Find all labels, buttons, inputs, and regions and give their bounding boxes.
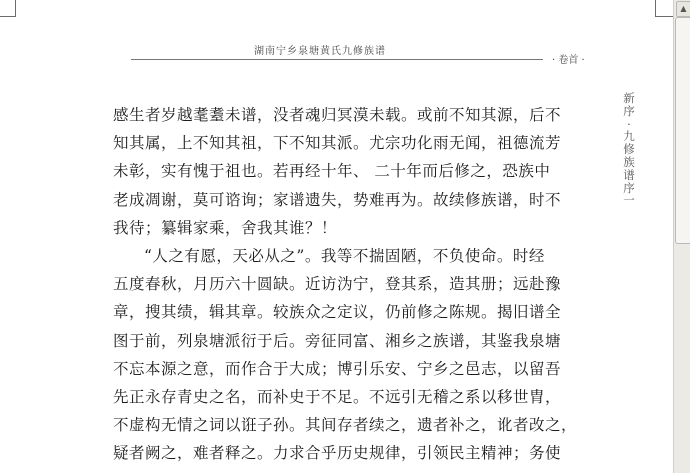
side-section-tab: 新序 · 九修族谱序一: [623, 91, 635, 208]
crop-mark-top-right: [655, 16, 673, 17]
vertical-scrollbar[interactable]: [673, 0, 690, 473]
text-line: 不虚构无情之词以诳子孙。其间存者续之，遗者补之，讹者改之，: [113, 416, 578, 435]
running-header-title: 湖南宁乡泉塘黄氏九修族谱: [254, 46, 386, 57]
scrollbar-thumb[interactable]: [675, 17, 690, 244]
text-line: 先正永存青史之名，而补史于不足。不远引无稽之系以移世胄，: [113, 387, 562, 406]
header-rule: [131, 59, 543, 60]
text-line: 五度春秋，月历六十圆缺。近访沩宁，登其系，造其册；远赴豫: [113, 275, 562, 294]
text-line: 老成凋谢，莫可谘询；家谱遗失，势难再为。故续修族谱，时不: [113, 190, 562, 209]
text-line: 知其属，上不知其祖，下不知其派。尤宗功化雨无闻，祖德流芳: [113, 134, 562, 153]
text-line: “人之有愿，天必从之”。我等不揣固陋，不负使命。时经: [144, 246, 545, 265]
text-line: 章，搜其绩，辑其章。较族众之定议，仍前修之陈规。揭旧谱全: [113, 303, 562, 322]
crop-mark-top-left: [0, 16, 16, 17]
text-line: 不忘本源之意，而作合于大成；博引乐安、宁乡之邑志，以留吾: [113, 359, 562, 378]
text-line: 图于前，列泉塘派衍于后。旁征同富、湘乡之族谱，其鉴我泉塘: [113, 331, 562, 350]
text-line: 未彰，实有愧于祖也。若再经十年、 二十年而后修之，恐族中: [113, 162, 551, 181]
crop-mark-top-left: [15, 0, 16, 17]
body-text: [113, 101, 583, 467]
scroll-up-icon[interactable]: ▲: [676, 1, 690, 17]
text-line: 我待；纂辑家乘，舍我其谁？！: [113, 218, 338, 237]
crop-mark-top-right: [655, 0, 656, 17]
text-line: 感生者岁越耄耋未谱，没者魂归冥漠未载。或前不知其源，后不: [113, 106, 562, 124]
text-line: 疑者阙之，难者释之。力求合乎历史规律，引领民主精神；务使: [113, 444, 562, 463]
running-header-section: · 卷首 ·: [552, 55, 585, 66]
